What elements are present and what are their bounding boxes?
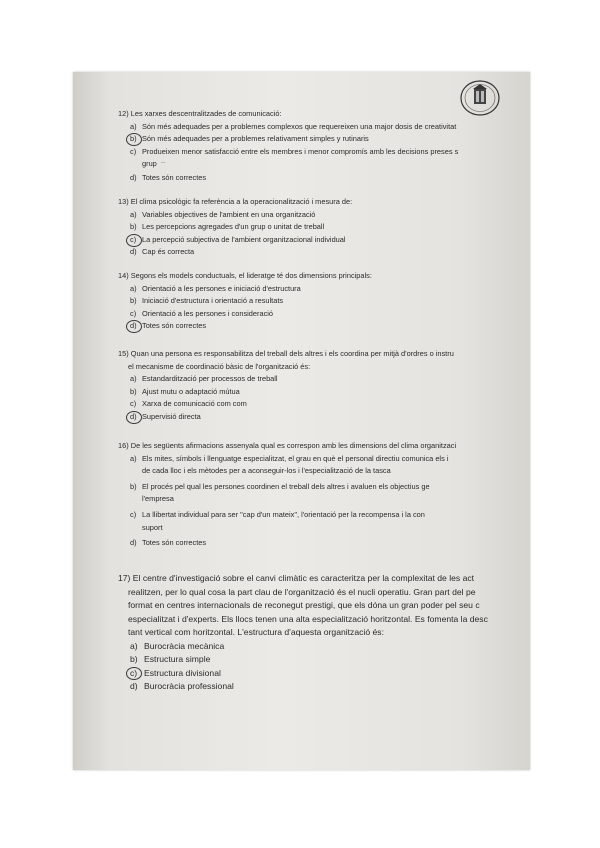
question-stem: 16) De les següents afirmacions assenyala qual es correspon amb les dimensions del clima organitzaci xyxy=(118,441,457,450)
option-c[interactable]: c) Xarxa de comunicació com com xyxy=(130,399,247,409)
option-b[interactable]: b) El procés pel qual les persones coordinen el treball dels altres i avaluen els objectius ge xyxy=(130,481,430,491)
question-15 xyxy=(118,348,530,424)
option-c[interactable]: c) Orientació a les persones i consideració xyxy=(130,308,274,318)
option-b[interactable]: b) Les percepcions agregades d'un grup o unitat de treball xyxy=(130,222,325,232)
option-c-continued: suport xyxy=(142,522,163,532)
option-c[interactable]: c) La llibertat individual para ser "cap d'un mateix", l'orientació per la recompensa i la con xyxy=(130,509,425,519)
option-d[interactable]: d) Totes són correctes xyxy=(130,538,207,548)
option-a-continued: de cada lloc i els mètodes per a aconseguir-los i l'especialització de la tasca xyxy=(142,466,391,476)
question-13 xyxy=(118,196,530,259)
option-b[interactable]: b) Són més adequades per a problemes relativament simples y rutinaris xyxy=(118,133,530,146)
question-17 xyxy=(118,572,530,694)
option-b[interactable]: b) Iniciació d'estructura i orientació a resultats xyxy=(130,296,284,306)
option-b-continued: l'empresa xyxy=(142,494,174,504)
question-stem-line-4: especialitzat i d'experts. Els llocs tenen una alta especialització horitzontal. Es fomenta la desc xyxy=(128,613,488,624)
pencil-scribble-icon: ᐨᐨ xyxy=(160,162,166,169)
question-stem-line-5: tant vertical com horitzontal. L'estructura d'aquesta organització és: xyxy=(128,627,384,637)
option-c[interactable]: c) La percepció subjectiva de l'ambient organitzacional individual xyxy=(118,234,530,247)
option-a[interactable]: a) Estandardització per processos de treball xyxy=(130,374,278,384)
option-a[interactable]: a) Els mites, símbols i llenguatge especialitzat, el grau en què el personal directiu comunica els i xyxy=(130,453,449,463)
option-d[interactable]: d) Burocràcia professional xyxy=(130,681,234,691)
question-12 xyxy=(118,108,530,185)
question-stem-continued: el mecanisme de coordinació bàsic de l'organització és: xyxy=(128,361,311,371)
question-stem: 15) Quan una persona es responsabilitza del treball dels altres i els coordina per mitjà d'ordres o instru xyxy=(118,349,454,358)
option-b[interactable]: b) Estructura simple xyxy=(130,654,211,664)
question-stem-line-2: realitzen, per lo qual cosa la part clau de l'organització és el nucli operatiu. Gran part del pe xyxy=(128,586,476,597)
option-d[interactable]: d) Totes són correctes xyxy=(118,320,530,333)
question-16 xyxy=(118,440,530,550)
question-14 xyxy=(118,270,530,333)
option-a[interactable]: a) Variables objectives de l'ambient en una organització xyxy=(130,209,316,219)
option-d[interactable]: d) Cap és correcta xyxy=(130,247,195,257)
question-stem: 13) El clima psicològic fa referència a la operacionalització i mesura de: xyxy=(118,197,353,206)
option-c[interactable]: c) Estructura divisional xyxy=(118,667,530,681)
question-stem-line-1: 17) El centre d'investigació sobre el canvi climàtic es caracteritza per la complexitat de les act xyxy=(118,573,475,583)
option-c-continued: grup ᐨᐨ xyxy=(142,159,166,169)
question-stem-line-3: format en centres internacionals de reconegut prestigi, que els dóna un gran poder pel seu c xyxy=(128,600,480,610)
option-a[interactable]: a) Són més adequades per a problemes complexos que requereixen una major dosis de creativitat xyxy=(130,121,457,131)
option-a[interactable]: a) Burocràcia mecànica xyxy=(130,640,225,651)
question-stem: 12) Les xarxes descentralitzades de comunicació: xyxy=(118,109,282,118)
option-a[interactable]: a) Orientació a les persones e iniciació d'estructura xyxy=(130,283,301,293)
exam-page xyxy=(73,72,530,770)
question-stem: 14) Segons els models conductuals, el lideratge té dos dimensions principals: xyxy=(118,271,372,280)
option-c[interactable]: c) Produeixen menor satisfacció entre els membres i menor compromís amb les decisions preses s xyxy=(130,146,459,156)
option-d[interactable]: d) Totes són correctes xyxy=(130,172,207,182)
option-d[interactable]: d) Supervisió directa xyxy=(118,411,530,424)
option-b[interactable]: b) Ajust mutu o adaptació mútua xyxy=(130,386,240,396)
